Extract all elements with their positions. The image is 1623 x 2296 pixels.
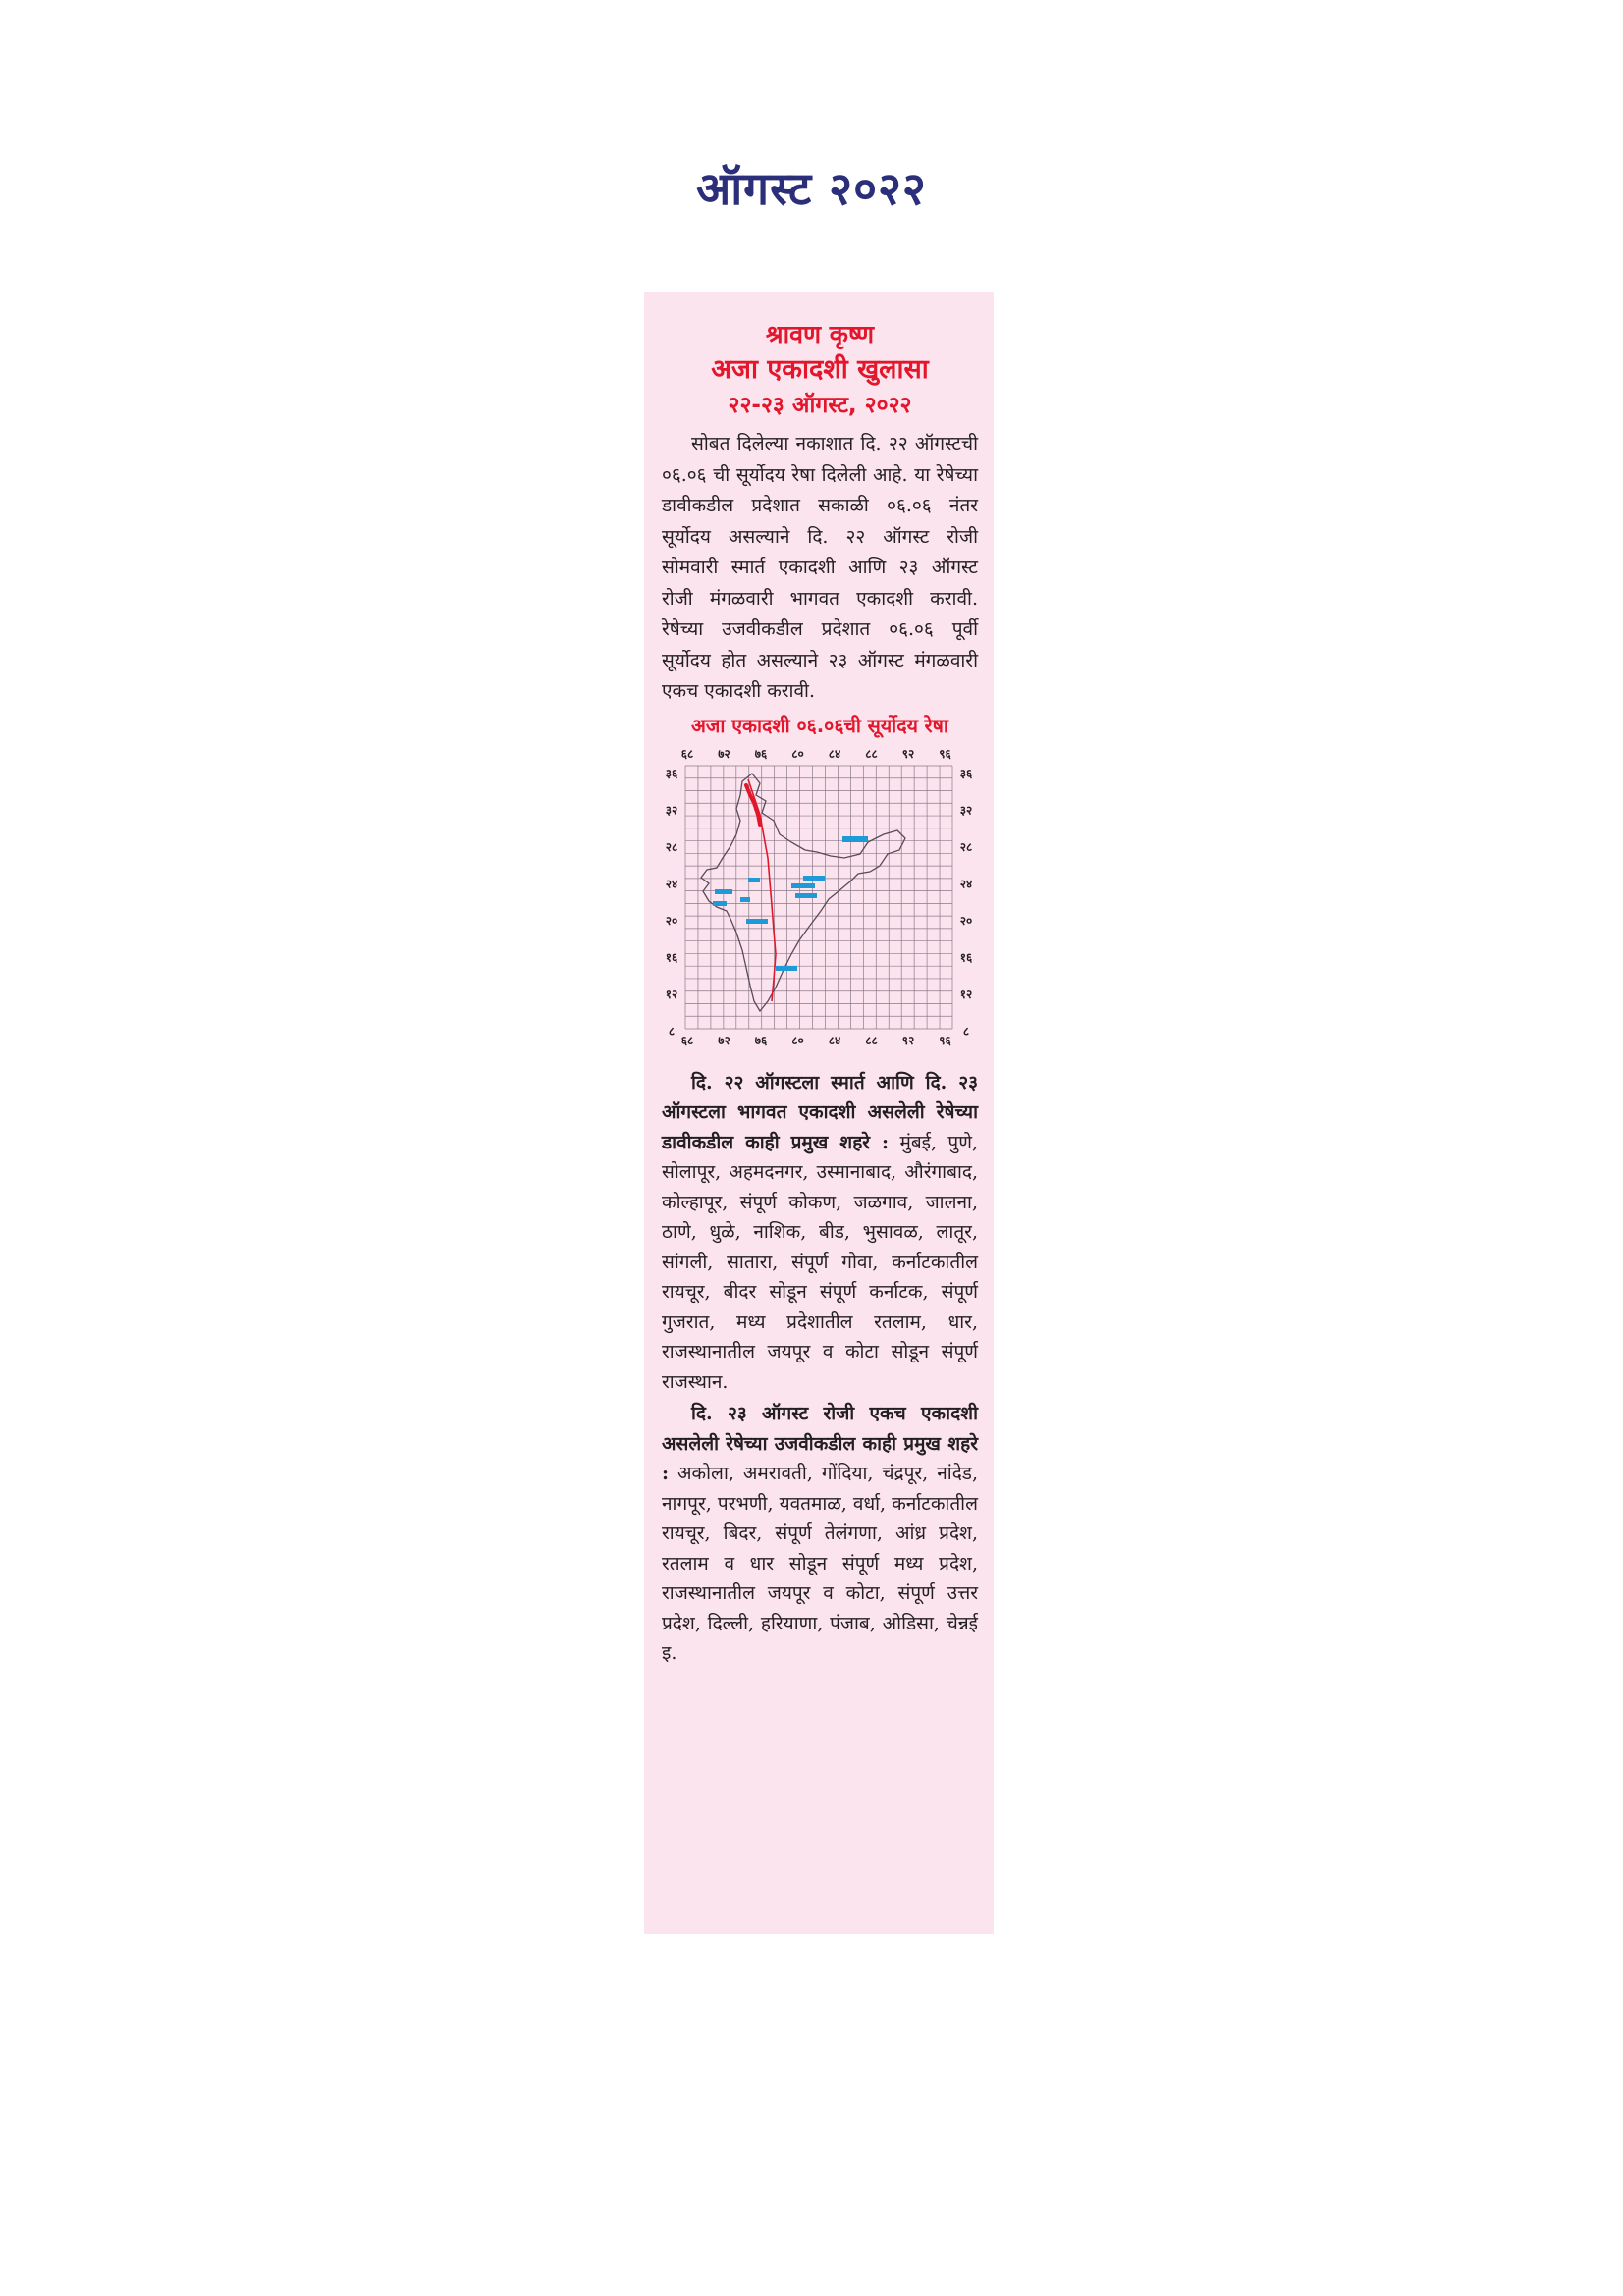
india-grid-map (658, 744, 980, 1050)
right-side-cities: अकोला, अमरावती, गोंदिया, चंद्रपूर, नांदेड, नागपूर, परभणी, यवतमाळ, वर्धा, कर्नाटकातील रायचूर, बिदर, संपूर्ण तेलंगणा, आंध्र प्रदेश, रतलाम व धार सोडून संपूर्ण मध्य प्रदेश, राजस्थानातील जयपूर व कोटा, संपूर्ण उत्तर प्रदेश, दिल्ली, हरियाणा, पंजाब, ओडिसा, चेन्नई इ. (662, 1463, 978, 1664)
longitude-label-bottom: ७२ (718, 1033, 730, 1047)
longitude-label-top: ६८ (680, 746, 694, 761)
latitude-label-left: १६ (665, 950, 678, 964)
sunrise-line-map (658, 744, 978, 1050)
latitude-label-right: २० (959, 913, 973, 928)
city-marker (791, 883, 815, 888)
city-marker (746, 919, 768, 924)
latitude-label-left: ३२ (665, 803, 678, 817)
intro-paragraph: सोबत दिलेल्या नकाशात दि. २२ ऑगस्टची ०६.०६ ची सूर्योदय रेषा दिलेली आहे. या रेषेच्या डावीकडील प्रदेशात सकाळी ०६.०६ नंतर सूर्योदय असल्याने दि. २२ ऑगस्ट रोजी सोमवारी स्मार्त एकादशी आणि २३ ऑगस्ट रोजी मंगळवारी भागवत एकादशी करावी. रेषेच्या उजवीकडील प्रदेशात ०६.०६ पूर्वी सूर्योदय होत असल्याने २३ ऑगस्ट मंगळवारी एकच एकादशी करावी. (662, 433, 978, 702)
longitude-label-top: ९६ (939, 746, 951, 761)
longitude-label-bottom: ९२ (901, 1033, 915, 1047)
latitude-label-left: १२ (665, 987, 678, 1001)
panel-heading-title: अजा एकादशी खुलासा (711, 354, 929, 385)
city-marker (842, 836, 868, 842)
longitude-label-top: ८८ (865, 746, 878, 761)
longitude-label-bottom: ९६ (939, 1033, 951, 1047)
city-marker (803, 876, 825, 881)
longitude-label-top: ७६ (754, 746, 768, 761)
longitude-label-top: ८० (791, 746, 804, 761)
panel-heading-month: श्रावण कृष्ण (765, 320, 875, 348)
longitude-label-bottom: ६८ (680, 1033, 694, 1047)
latitude-label-left: ८ (668, 1024, 676, 1038)
map-caption: अजा एकादशी ०६.०६ची सूर्योदय रेषा (691, 714, 948, 737)
map-grid (685, 766, 952, 1029)
left-side-cities-paragraph (662, 1068, 978, 1398)
city-marker (715, 889, 732, 894)
ekadashi-info-panel (644, 292, 994, 1934)
city-marker (795, 893, 817, 898)
city-marker (713, 901, 727, 906)
longitude-label-bottom: ८८ (865, 1033, 878, 1047)
latitude-label-right: ८ (962, 1024, 970, 1038)
right-side-heading: दि. २३ ऑगस्ट रोजी एकच एकादशी असलेली रेषेच्या उजवीकडील काही प्रमुख शहरे : (662, 1403, 978, 1484)
left-side-cities: मुंबई, पुणे, सोलापूर, अहमदनगर, उस्मानाबाद, औरंगाबाद, कोल्हापूर, संपूर्ण कोकण, जळगाव, जालना, ठाणे, धुळे, नाशिक, बीड, भुसावळ, लातूर, सांगली, सातारा, संपूर्ण गोवा, कर्नाटकातील रायचूर, बीदर सोडून संपूर्ण कर्नाटक, संपूर्ण गुजरात, मध्य प्रदेशातील रतलाम, धार, राजस्थानातील जयपूर व कोटा सोडून संपूर्ण राजस्थान. (662, 1131, 979, 1393)
right-side-cities-paragraph (662, 1399, 978, 1669)
longitude-label-bottom: ७६ (754, 1033, 768, 1047)
latitude-label-right: २८ (959, 839, 973, 854)
longitude-label-bottom: ८० (791, 1033, 804, 1047)
latitude-label-right: १६ (959, 950, 973, 964)
latitude-label-left: ३६ (665, 766, 678, 780)
city-marker (776, 966, 797, 971)
latitude-label-right: २४ (959, 877, 973, 890)
longitude-label-bottom: ८४ (828, 1033, 841, 1047)
panel-heading-dates: २२-२३ ऑगस्ट, २०२२ (728, 393, 912, 418)
left-side-heading: दि. २२ ऑगस्टला स्मार्त आणि दि. २३ ऑगस्टला भागवत एकादशी असलेली रेषेच्या डावीकडील काही प्रमुख शहरे : (662, 1071, 978, 1153)
latitude-label-right: १२ (959, 987, 973, 1001)
longitude-label-top: ८४ (828, 746, 841, 761)
latitude-label-right: ३६ (959, 766, 973, 780)
longitude-label-top: ९२ (901, 746, 915, 761)
city-marker (740, 897, 750, 902)
latitude-label-right: ३२ (959, 803, 973, 817)
latitude-label-left: २८ (665, 839, 678, 854)
latitude-label-left: २४ (665, 877, 678, 890)
page-title: ऑगस्ट २०२२ (696, 162, 927, 215)
longitude-label-top: ७२ (718, 746, 730, 761)
latitude-label-left: २० (665, 913, 678, 928)
city-marker (748, 878, 760, 882)
